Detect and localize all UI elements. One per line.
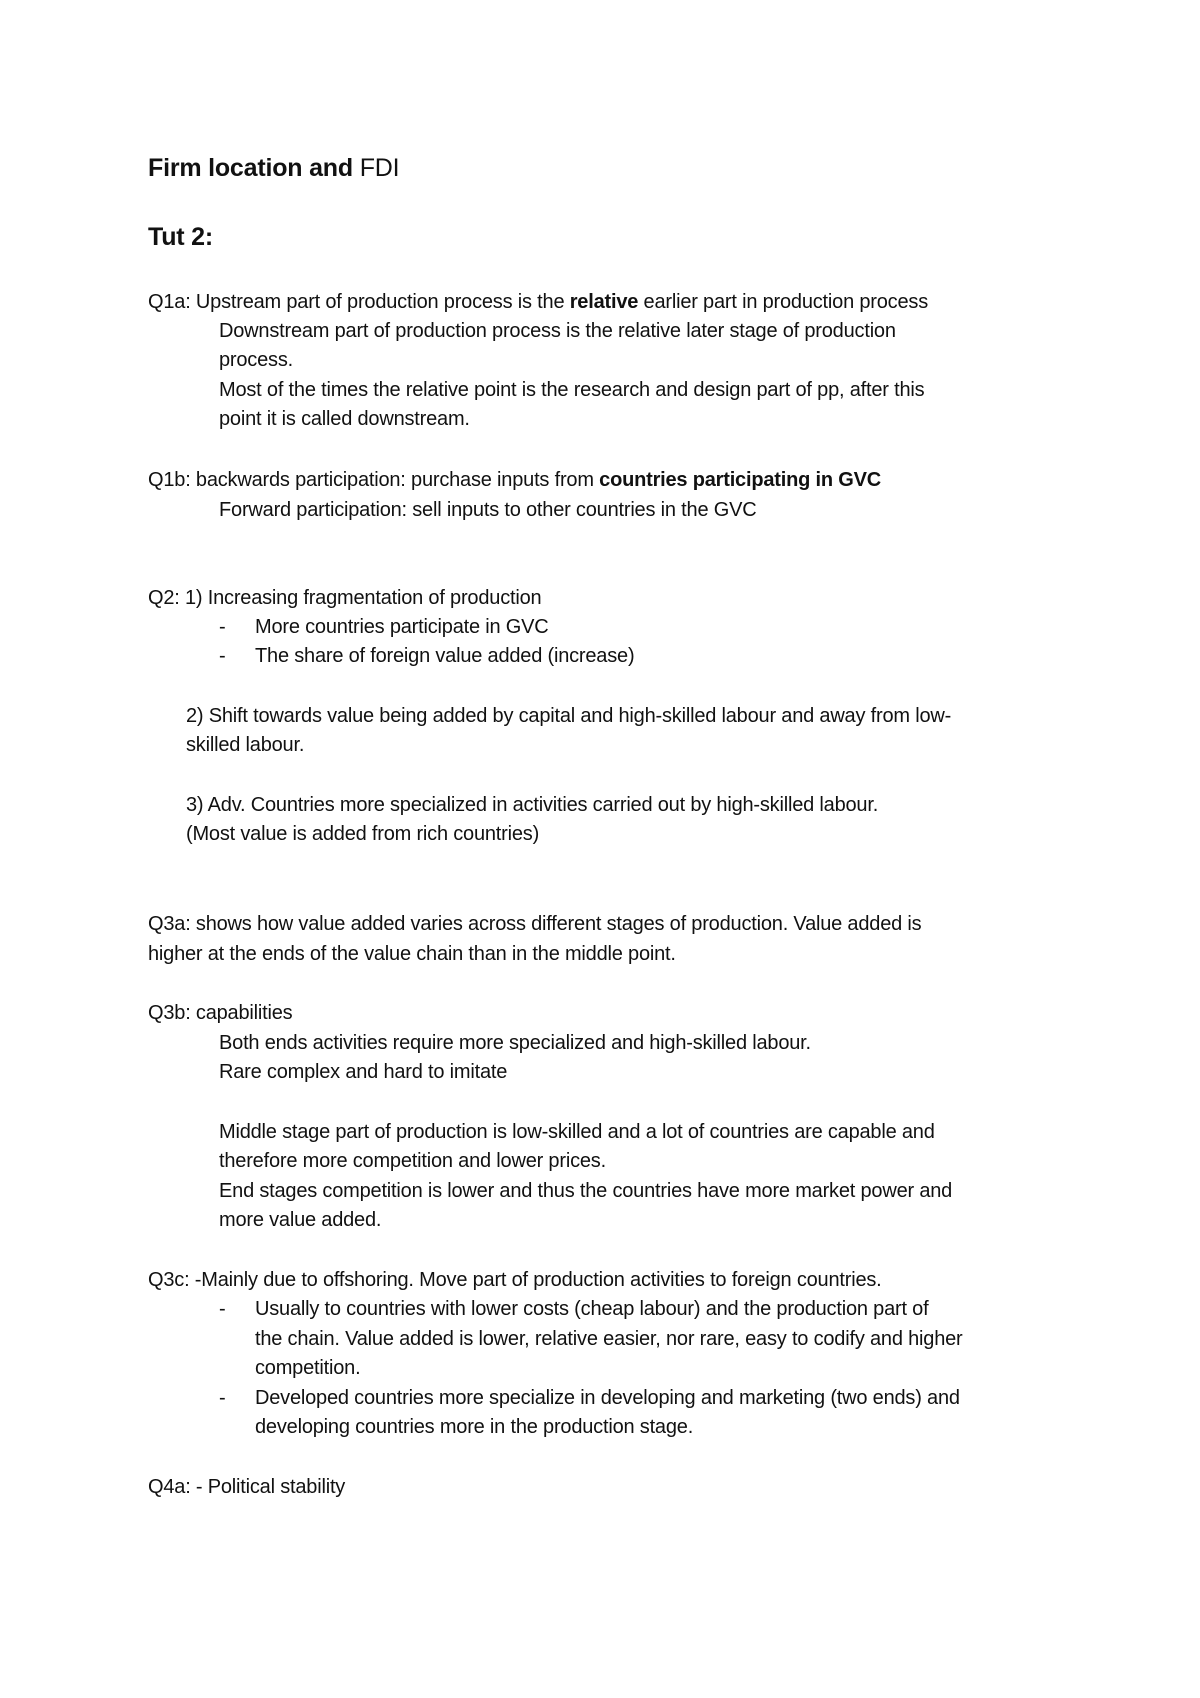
- q3c-bullet-1-line-2: the chain. Value added is lower, relative easier, nor rare, easy to codify and higher: [255, 1328, 963, 1350]
- q3c-bullet-dash-2: -: [219, 1387, 226, 1409]
- q3b-line-4: Middle stage part of production is low-skilled and a lot of countries are capable and: [219, 1121, 935, 1143]
- q1a-line-5: point it is called downstream.: [219, 408, 470, 430]
- q3b-line-6: End stages competition is lower and thus the countries have more market power and: [219, 1180, 953, 1202]
- q2-point-3-line-1: 3) Adv. Countries more specialized in activities carried out by high-skilled labour.: [186, 794, 879, 816]
- tutorial-heading: Tut 2:: [148, 223, 213, 251]
- q3b-line-1: Q3b: capabilities: [148, 1002, 293, 1024]
- q2-line-1: Q2: 1) Increasing fragmentation of production: [148, 587, 542, 609]
- q1b-line-2: Forward participation: sell inputs to other countries in the GVC: [219, 499, 757, 521]
- q3c-bullet-1-line-3: competition.: [255, 1357, 361, 1379]
- q3b-line-3: Rare complex and hard to imitate: [219, 1061, 508, 1083]
- q3c-line-1: Q3c: -Mainly due to offshoring. Move part of production activities to foreign countries.: [148, 1269, 882, 1291]
- q3c-bullet-2-line-2: developing countries more in the production stage.: [255, 1416, 694, 1438]
- q3b-line-5: therefore more competition and lower prices.: [219, 1150, 606, 1172]
- q1b-line-1: Q1b: backwards participation: purchase inputs from countries participating in GVC: [148, 469, 881, 491]
- q1a-line-3: process.: [219, 349, 293, 371]
- q3b-line-7: more value added.: [219, 1209, 382, 1231]
- q3a-line-1: Q3a: shows how value added varies across different stages of production. Value added is: [148, 913, 922, 935]
- page-title: Firm location and FDI: [148, 154, 400, 182]
- q3a-line-2: higher at the ends of the value chain than in the middle point.: [148, 943, 676, 965]
- q1a-line-1: Q1a: Upstream part of production process is the relative earlier part in production process: [148, 291, 928, 313]
- q3b-line-2: Both ends activities require more specialized and high-skilled labour.: [219, 1032, 811, 1054]
- q1a-line-4: Most of the times the relative point is the research and design part of pp, after this: [219, 379, 925, 401]
- q3c-bullet-dash-1: -: [219, 1298, 226, 1320]
- q2-bullet-dash-2: -: [219, 645, 226, 667]
- q2-point-2-line-2: skilled labour.: [186, 734, 305, 756]
- q4a-line-1: Q4a: - Political stability: [148, 1476, 346, 1498]
- q3c-bullet-1-line-1: Usually to countries with lower costs (cheap labour) and the production part of: [255, 1298, 929, 1320]
- q3c-bullet-2-line-1: Developed countries more specialize in developing and marketing (two ends) and: [255, 1387, 960, 1409]
- q2-point-2-line-1: 2) Shift towards value being added by capital and high-skilled labour and away from low-: [186, 705, 952, 727]
- q2-bullet-1: More countries participate in GVC: [255, 616, 549, 638]
- q2-bullet-dash-1: -: [219, 616, 226, 638]
- q1a-line-2: Downstream part of production process is the relative later stage of production: [219, 320, 896, 342]
- q2-point-3-line-2: (Most value is added from rich countries): [186, 823, 540, 845]
- q2-bullet-2: The share of foreign value added (increase): [255, 645, 635, 667]
